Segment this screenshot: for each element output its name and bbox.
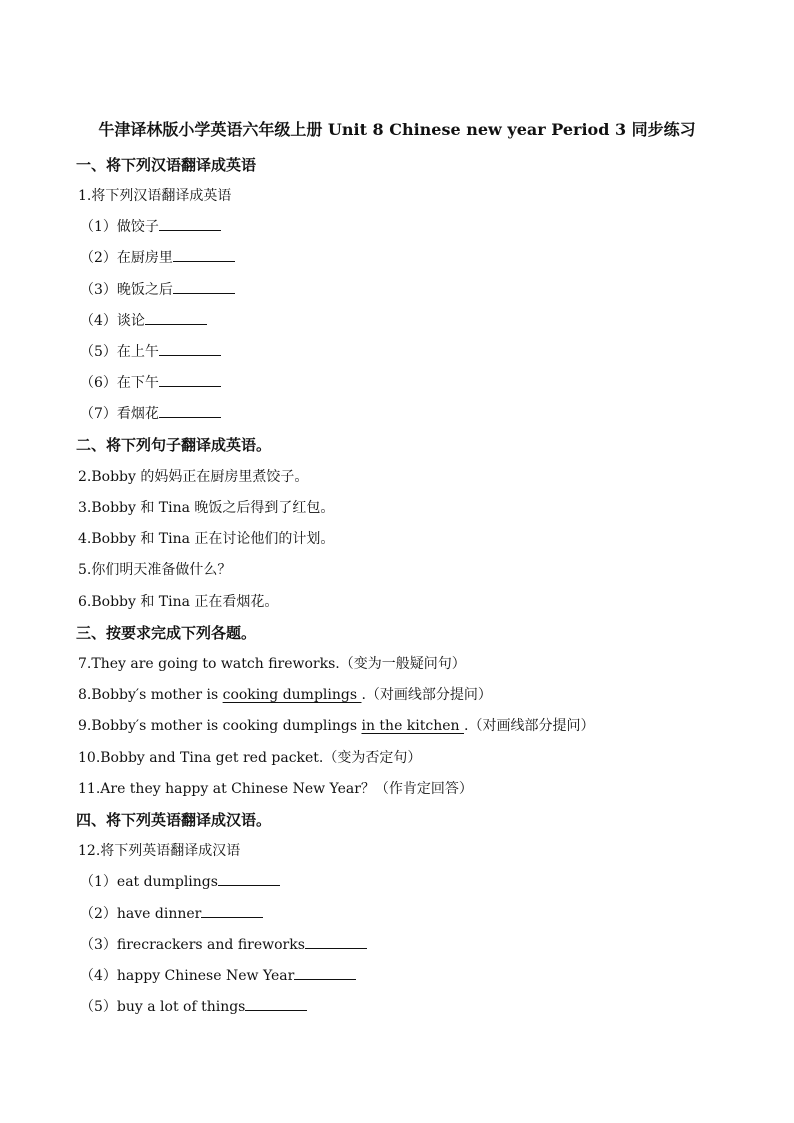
question-instruction: .（对画线部分提问） bbox=[361, 687, 492, 703]
answer-blank[interactable] bbox=[145, 312, 207, 325]
question-5: 5.你们明天准备做什么？ bbox=[78, 562, 232, 578]
item-text: （5）buy a lot of things bbox=[80, 999, 246, 1015]
item-text: （1）做饺子 bbox=[80, 219, 159, 235]
item-text: （7）看烟花 bbox=[80, 406, 159, 422]
question-2: 2.Bobby 的妈妈正在厨房里煮饺子。 bbox=[78, 469, 309, 485]
item-text: （6）在下午 bbox=[80, 375, 159, 391]
answer-blank[interactable] bbox=[173, 249, 235, 262]
question-1-item bbox=[80, 405, 221, 423]
question-10: 10.Bobby and Tina get red packet.（变为否定句） bbox=[78, 750, 422, 766]
underlined-phrase: in the kitchen bbox=[361, 718, 465, 734]
section-2-heading: 二、将下列句子翻译成英语。 bbox=[76, 436, 272, 454]
page-title: 牛津译林版小学英语六年级上册 Unit 8 Chinese new year Period 3 同步练习 bbox=[98, 120, 696, 139]
answer-blank[interactable] bbox=[245, 998, 307, 1011]
question-12-item bbox=[80, 905, 263, 923]
question-1: 1.将下列汉语翻译成英语 bbox=[78, 188, 232, 204]
question-6: 6.Bobby 和 Tina 正在看烟花。 bbox=[78, 594, 279, 610]
question-1-item bbox=[80, 343, 221, 361]
question-12-item bbox=[80, 873, 280, 891]
item-text: （3）晚饭之后 bbox=[80, 282, 173, 298]
answer-blank[interactable] bbox=[159, 405, 221, 418]
question-1-item bbox=[80, 218, 221, 236]
underlined-phrase: cooking dumplings bbox=[222, 687, 362, 703]
answer-blank[interactable] bbox=[173, 281, 235, 294]
item-text: （4）happy Chinese New Year bbox=[80, 968, 295, 984]
question-12: 12.将下列英语翻译成汉语 bbox=[78, 843, 241, 859]
question-4: 4.Bobby 和 Tina 正在讨论他们的计划。 bbox=[78, 531, 335, 547]
question-1-item bbox=[80, 249, 235, 267]
section-4-heading: 四、将下列英语翻译成汉语。 bbox=[76, 811, 272, 829]
answer-blank[interactable] bbox=[159, 218, 221, 231]
item-text: （1）eat dumplings bbox=[80, 874, 218, 890]
question-1-item bbox=[80, 374, 221, 392]
question-12-item bbox=[80, 967, 356, 985]
question-12-item bbox=[80, 998, 307, 1016]
question-instruction: .（对画线部分提问） bbox=[464, 718, 595, 734]
answer-blank[interactable] bbox=[305, 936, 367, 949]
item-text: （4）谈论 bbox=[80, 313, 145, 329]
answer-blank[interactable] bbox=[159, 343, 221, 356]
question-7: 7.They are going to watch fireworks.（变为一般疑问句） bbox=[78, 656, 466, 672]
question-text: 8.Bobby′s mother is bbox=[78, 687, 223, 703]
item-text: （2）have dinner bbox=[80, 906, 202, 922]
item-text: （5）在上午 bbox=[80, 344, 159, 360]
question-8 bbox=[78, 686, 492, 704]
answer-blank[interactable] bbox=[201, 905, 263, 918]
question-1-item bbox=[80, 312, 207, 330]
answer-blank[interactable] bbox=[159, 374, 221, 387]
section-1-heading: 一、将下列汉语翻译成英语 bbox=[76, 156, 257, 174]
question-1-item bbox=[80, 281, 235, 299]
question-11: 11.Are they happy at Chinese New Year？（作肯定回答） bbox=[78, 781, 473, 797]
item-text: （3）firecrackers and fireworks bbox=[80, 937, 305, 953]
answer-blank[interactable] bbox=[218, 873, 280, 886]
section-3-heading: 三、按要求完成下列各题。 bbox=[76, 624, 257, 642]
question-12-item bbox=[80, 936, 367, 954]
answer-blank[interactable] bbox=[294, 967, 356, 980]
question-text: 9.Bobby′s mother is cooking dumplings bbox=[78, 718, 362, 734]
item-text: （2）在厨房里 bbox=[80, 250, 173, 266]
question-3: 3.Bobby 和 Tina 晚饭之后得到了红包。 bbox=[78, 500, 335, 516]
question-9 bbox=[78, 717, 594, 735]
